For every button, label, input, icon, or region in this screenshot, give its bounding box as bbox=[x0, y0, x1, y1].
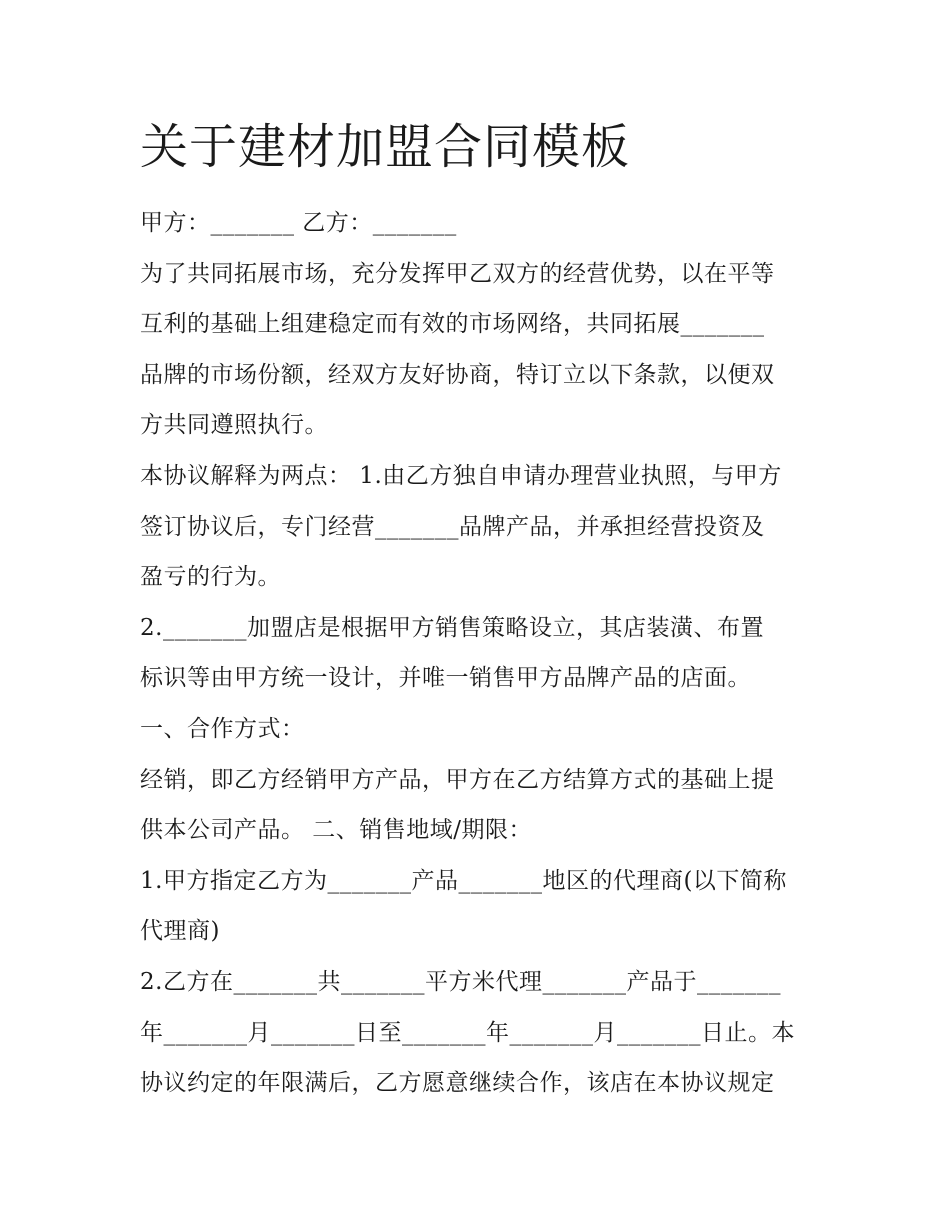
body-line: 代理商) bbox=[140, 918, 220, 945]
body-line: 签订协议后，专门经营_______品牌产品，并承担经营投资及 bbox=[140, 513, 765, 540]
body-line: 为了共同拓展市场，充分发挥甲乙双方的经营优势，以在平等 bbox=[140, 260, 775, 287]
body-line: 供本公司产品。 二、销售地域/期限： bbox=[140, 817, 533, 844]
body-line: 经销，即乙方经销甲方产品，甲方在乙方结算方式的基础上提 bbox=[140, 766, 775, 793]
body-line: 2._______加盟店是根据甲方销售策略设立，其店装潢、布置 bbox=[140, 614, 764, 641]
body-line: 盈亏的行为。 bbox=[140, 564, 281, 591]
document-body bbox=[140, 198, 820, 1109]
section-heading: 一、合作方式： bbox=[140, 715, 305, 742]
body-line: 2.乙方在_______共_______平方米代理_______产品于_______ bbox=[140, 968, 781, 995]
body-line: 方共同遵照执行。 bbox=[140, 412, 328, 439]
body-line: 年_______月_______日至_______年_______月_______日止。本 bbox=[140, 1019, 795, 1046]
body-line: 协议约定的年限满后，乙方愿意继续合作，该店在本协议规定 bbox=[140, 1070, 775, 1097]
body-line: 1.甲方指定乙方为_______产品_______地区的代理商(以下简称 bbox=[140, 867, 787, 894]
body-line: 标识等由甲方统一设计，并唯一销售甲方品牌产品的店面。 bbox=[140, 665, 751, 692]
body-line: 品牌的市场份额，经双方友好协商，特订立以下条款，以便双 bbox=[140, 361, 775, 388]
body-line: 甲方：_______ 乙方：_______ bbox=[140, 210, 457, 236]
body-line: 互利的基础上组建稳定而有效的市场网络，共同拓展_______ bbox=[140, 311, 765, 338]
document-title: 关于建材加盟合同模板 bbox=[140, 119, 631, 175]
body-line: 本协议解释为两点： 1.由乙方独自申请办理营业执照，与甲方 bbox=[140, 462, 782, 489]
